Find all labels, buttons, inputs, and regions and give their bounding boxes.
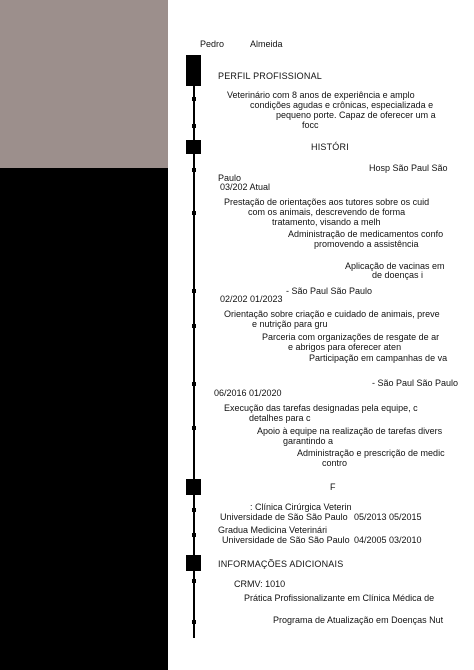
- additional-line: Programa de Atualização em Doenças Nut: [273, 615, 444, 625]
- first-name: Pedro: [200, 39, 225, 49]
- education-dates: 04/2005 03/2010: [354, 535, 422, 545]
- profile-line: Veterinário com 8 anos de experiência e amplo: [227, 90, 415, 100]
- job-place: Hosp São Paul São: [369, 163, 448, 173]
- profile-line: focc: [302, 120, 319, 130]
- timeline-dot: [192, 97, 196, 101]
- section-marker-profile: [186, 55, 201, 86]
- job-bullet-line: Parceria com organizações de resgate de ar: [262, 332, 440, 342]
- job-bullet-line: Participação em campanhas de va: [309, 353, 448, 363]
- job-city: Paulo: [218, 173, 242, 183]
- job-bullet-line: Prestação de orientações aos tutores sobre os cuid: [224, 197, 430, 207]
- job-bullet-line: contro: [322, 458, 348, 468]
- profile-line: pequeno porte. Capaz de oferecer um a: [276, 110, 436, 120]
- job-bullet-line: Administração de medicamentos confo: [288, 229, 444, 239]
- timeline-dot: [192, 426, 196, 430]
- timeline-dot: [192, 620, 196, 624]
- job-dates: 02/202 01/2023: [220, 294, 283, 304]
- sidebar-dark-panel: [0, 168, 168, 670]
- additional-line: CRMV: 1010: [234, 579, 286, 589]
- timeline-dot: [192, 508, 196, 512]
- education-school: Universidade de São São Paulo: [220, 512, 348, 522]
- timeline-dot: [192, 289, 196, 293]
- section-marker-history: [186, 140, 201, 154]
- job-bullet-line: Execução das tarefas designadas pela equipe, c: [224, 403, 418, 413]
- timeline-dot: [192, 168, 196, 172]
- education-title: Gradua Medicina Veterinári: [218, 525, 328, 535]
- last-name: Almeida: [250, 39, 283, 49]
- timeline-dot: [192, 124, 196, 128]
- additional-heading: INFORMAÇÕES ADICIONAIS: [218, 559, 344, 569]
- section-marker-education: [186, 479, 201, 495]
- profile-line: condições agudas e crônicas, especializada e: [250, 100, 434, 110]
- job-bullet-line: Orientação sobre criação e cuidado de animais, preve: [224, 309, 440, 319]
- resume-page: [168, 0, 474, 670]
- section-marker-additional: [186, 555, 201, 571]
- job-place: - São Paul São Paulo: [372, 378, 459, 388]
- education-heading: F: [330, 482, 336, 492]
- job-place: - São Paul São Paulo: [286, 286, 373, 296]
- education-title: : Clínica Cirúrgica Veterin: [250, 502, 352, 512]
- job-dates: 06/2016 01/2020: [214, 388, 282, 398]
- job-bullet-line: Aplicação de vacinas em: [345, 261, 445, 271]
- timeline-dot: [192, 579, 196, 583]
- job-dates: 03/202 Atual: [220, 182, 271, 192]
- job-bullet-line: e nutrição para gru: [252, 319, 328, 329]
- job-bullet-line: garantindo a: [283, 436, 334, 446]
- sidebar-photo-area: [0, 0, 168, 168]
- timeline-dot: [192, 533, 196, 537]
- job-bullet-line: de doenças i: [372, 270, 424, 280]
- job-bullet-line: com os animais, descrevendo de forma: [248, 207, 406, 217]
- education-dates: 05/2013 05/2015: [354, 512, 422, 522]
- job-bullet-line: detalhes para c: [249, 413, 311, 423]
- profile-heading: PERFIL PROFISSIONAL: [218, 71, 322, 81]
- job-bullet-line: tratamento, visando a melh: [272, 217, 381, 227]
- job-bullet-line: promovendo a assistência: [314, 239, 419, 249]
- additional-line: Prática Profissionalizante em Clínica Médica de: [244, 593, 435, 603]
- timeline-dot: [192, 211, 196, 215]
- history-heading: HISTÓRI: [311, 142, 349, 152]
- timeline-dot: [192, 382, 196, 386]
- job-bullet-line: Apoio à equipe na realização de tarefas divers: [257, 426, 443, 436]
- job-bullet-line: e abrigos para oferecer aten: [288, 342, 402, 352]
- education-school: Universidade de São São Paulo: [222, 535, 350, 545]
- timeline-dot: [192, 324, 196, 328]
- job-bullet-line: Administração e prescrição de medic: [297, 448, 445, 458]
